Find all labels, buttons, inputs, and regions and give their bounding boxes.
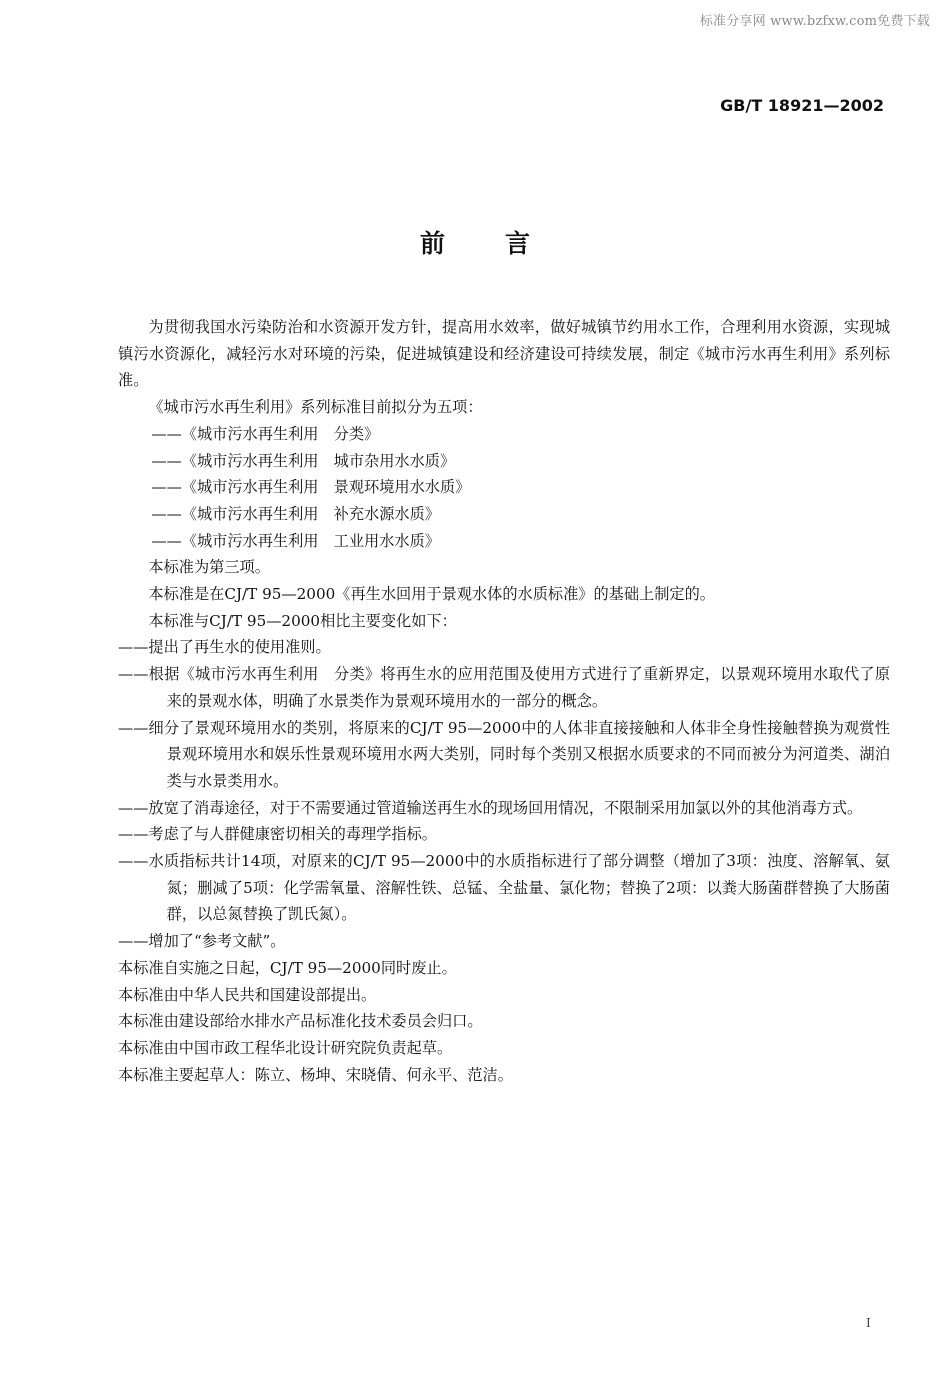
series-item: ——《城市污水再生利用 工业用水水质》 (151, 531, 440, 550)
series-item: ——《城市污水再生利用 补充水源水质》 (151, 504, 440, 523)
page-number: I (866, 1316, 871, 1330)
page-title: 前言 (419, 229, 590, 258)
changes-intro: 本标准与CJ/T 95—2000相比主要变化如下： (148, 611, 457, 630)
document-body (118, 314, 890, 1088)
change-item: ——放宽了消毒途径，对于不需要通过管道输送再生水的现场回用情况，不限制采用加氯以外的其他消毒方式。 (118, 798, 863, 817)
change-item: ——考虑了与人群健康密切相关的毒理学指标。 (118, 825, 437, 844)
change-item: ——提出了再生水的使用准则。 (118, 638, 331, 657)
closing-line: 本标准主要起草人：陈立、杨坤、宋晓倩、何永平、范洁。 (118, 1065, 513, 1084)
change-item: ——增加了“参考文献”。 (118, 932, 286, 951)
series-intro: 《城市污水再生利用》系列标准目前拟分为五项： (148, 398, 483, 417)
change-item: ——水质指标共计14项，对原来的CJ/T 95—2000中的水质指标进行了部分调整（增加了3项：浊度、溶解氧、氨氮；删减了5项：化学需氧量、溶解性铁、总锰、全盐量、氯化物；替换了2项：以粪大肠菌群替换了大肠菌群，以总氮替换了凯氏氮）。 (118, 852, 890, 924)
series-item: ——《城市污水再生利用 城市杂用水水质》 (151, 451, 456, 470)
watermark-text: 标准分享网 www.bzfxw.com免费下载 (699, 14, 930, 29)
closing-line: 本标准由中国市政工程华北设计研究院负责起草。 (118, 1038, 453, 1057)
series-item: ——《城市污水再生利用 景观环境用水水质》 (151, 478, 471, 497)
change-item: ——细分了景观环境用水的类别，将原来的CJ/T 95—2000中的人体非直接接触和人体非全身性接触替换为观赏性景观环境用水和娱乐性景观环境用水两大类别，同时每个类别又根据水质要求的不同而被分为河道类、湖泊类与水景类用水。 (118, 718, 890, 790)
closing-line: 本标准自实施之日起，CJ/T 95—2000同时废止。 (118, 958, 457, 977)
closing-line: 本标准由中华人民共和国建设部提出。 (118, 985, 377, 1004)
series-item: ——《城市污水再生利用 分类》 (151, 424, 380, 443)
standard-code: GB/T 18921—2002 (720, 96, 884, 115)
third-item-note: 本标准为第三项。 (148, 558, 270, 577)
intro-paragraph: 为贯彻我国水污染防治和水资源开发方针，提高用水效率，做好城镇节约用水工作，合理利用水资源，实现城镇污水资源化，减轻污水对环境的污染，促进城镇建设和经济建设可持续发展，制定《城市污水再生利用》系列标准。 (118, 318, 890, 390)
basis-note: 本标准是在CJ/T 95—2000《再生水回用于景观水体的水质标准》的基础上制定的。 (148, 585, 715, 604)
closing-line: 本标准由建设部给水排水产品标准化技术委员会归口。 (118, 1012, 483, 1031)
change-item: ——根据《城市污水再生利用 分类》将再生水的应用范围及使用方式进行了重新界定，以景观环境用水取代了原来的景观水体，明确了水景类作为景观环境用水的一部分的概念。 (118, 665, 890, 710)
